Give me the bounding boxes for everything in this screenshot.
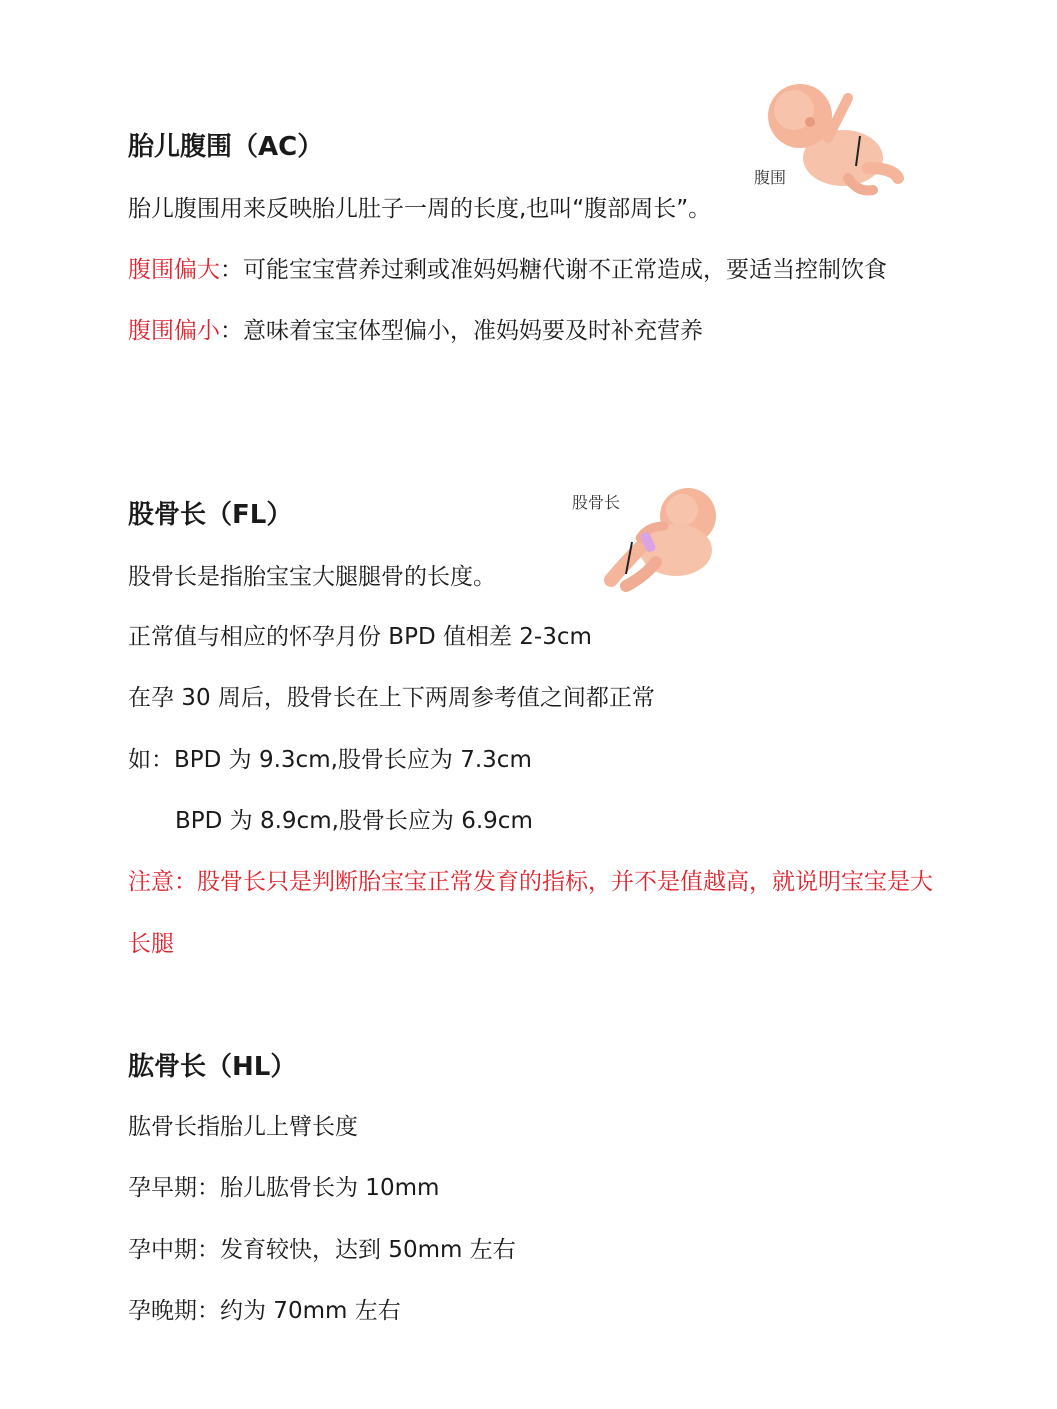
fetus-femur-illustration: [566, 482, 736, 592]
fl-line-2: 正常值与相应的怀孕月份 BPD 值相差 2-3cm: [128, 624, 592, 650]
section-title-hl: 肱骨长（HL）: [128, 1052, 297, 1082]
ac-image-label: 腹围: [754, 168, 787, 187]
fl-image-label: 股骨长: [572, 493, 621, 512]
ac-small-label: 腹围偏小: [128, 318, 220, 344]
section-title-ac: 胎儿腹围（AC）: [128, 132, 324, 162]
fl-line-3: 在孕 30 周后，股骨长在上下两周参考值之间都正常: [128, 685, 655, 711]
hl-mid: 孕中期：发育较快，达到 50mm 左右: [128, 1237, 516, 1263]
fl-example-1: 如：BPD 为 9.3cm,股骨长应为 7.3cm: [128, 747, 532, 773]
fl-note-line-1: 注意：股骨长只是判断胎宝宝正常发育的指标，并不是值越高，就说明宝宝是大: [128, 869, 933, 895]
fetus-abdomen-illustration: [748, 78, 913, 203]
ac-small-text: ：意味着宝宝体型偏小，准妈妈要及时补充营养: [220, 318, 703, 344]
hl-late: 孕晚期：约为 70mm 左右: [128, 1298, 401, 1324]
hl-early: 孕早期：胎儿肱骨长为 10mm: [128, 1175, 440, 1201]
section-title-fl: 股骨长（FL）: [128, 500, 293, 530]
ac-large-line: [128, 254, 887, 286]
fl-example-2: BPD 为 8.9cm,股骨长应为 6.9cm: [175, 808, 533, 834]
ac-small-line: [128, 315, 703, 347]
ac-large-label: 腹围偏大: [128, 257, 220, 283]
ac-large-text: ：可能宝宝营养过剩或准妈妈糖代谢不正常造成，要适当控制饮食: [220, 257, 887, 283]
ac-description: 胎儿腹围用来反映胎儿肚子一周的长度,也叫“腹部周长”。: [128, 196, 712, 222]
fl-description: 股骨长是指胎宝宝大腿腿骨的长度。: [128, 564, 496, 590]
hl-description: 肱骨长指胎儿上臂长度: [128, 1114, 358, 1140]
fl-note-line-2: 长腿: [128, 931, 174, 957]
